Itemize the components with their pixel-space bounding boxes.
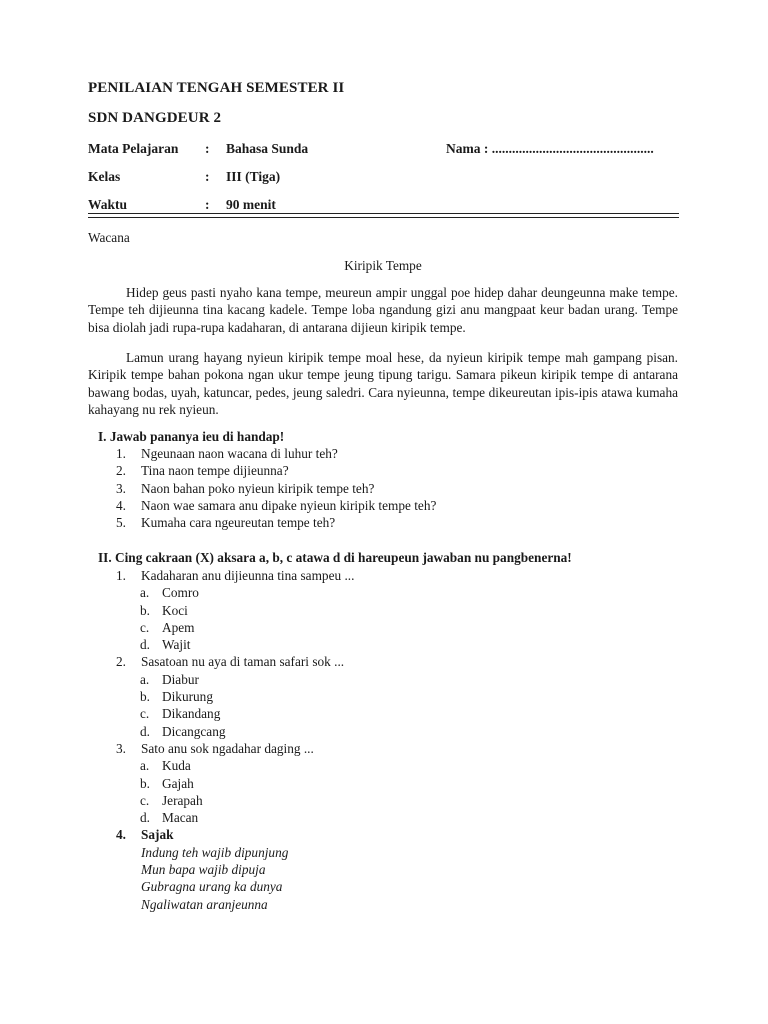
option-letter: c.: [140, 706, 150, 722]
essay-questions: [116, 445, 436, 531]
question-text: Naon wae samara anu dipake nyieun kiripik tempe teh?: [141, 497, 437, 513]
reading-paragraph: Hidep geus pasti nyaho kana tempe, meureun ampir unggal poe hidep dahar deungeunna make tempe. Tempe teh dijieunna tina kacang kadele. Tempe loba ngandung gizi anu mangpaat keur badan urang. Tempe bisa diolah jadi rupa-rupa kadaharan, di antarana dijieun kiripik tempe.: [88, 285, 678, 335]
meta-value: 90 menit: [226, 197, 276, 212]
option-letter: a.: [140, 758, 150, 774]
section-heading: I. Jawab pananya ieu di handap!: [98, 429, 285, 444]
option-text: Koci: [162, 602, 188, 618]
answer-option: [116, 636, 354, 653]
answer-option: [116, 723, 354, 740]
option-text: Jerapah: [162, 792, 203, 808]
answer-option: [116, 775, 354, 792]
meta-colon: :: [205, 141, 210, 156]
list-item: [116, 514, 436, 531]
question-stem: [116, 740, 354, 757]
option-text: Kuda: [162, 758, 191, 774]
option-letter: d.: [140, 637, 150, 653]
question-number: 1.: [116, 568, 126, 583]
list-item: [116, 445, 436, 462]
multiple-choice-list: [116, 567, 354, 913]
option-letter: c.: [140, 792, 150, 808]
option-letter: d.: [140, 723, 150, 739]
question-stem: [116, 826, 354, 843]
question-stem: [116, 567, 354, 584]
option-letter: c.: [140, 619, 150, 635]
poem-line: Mun bapa wajib dipuja: [141, 862, 266, 878]
poem-line: Gubragna urang ka dunya: [141, 879, 283, 895]
header-divider: [88, 213, 679, 214]
answer-option: [116, 671, 354, 688]
poem-line: Indung teh wajib dipunjung: [141, 844, 289, 860]
question-text: Kumaha cara ngeureutan tempe teh?: [141, 515, 336, 531]
question-number: 3.: [116, 480, 126, 496]
answer-option: [116, 619, 354, 636]
answer-option: [116, 809, 354, 826]
poem-line: Ngaliwatan aranjeunna: [141, 896, 268, 912]
meta-value: Bahasa Sunda: [226, 141, 309, 156]
option-letter: b.: [140, 689, 150, 705]
question-text: Kadaharan anu dijieunna tina sampeu ...: [141, 568, 355, 583]
meta-label: Kelas: [88, 169, 121, 184]
option-text: Comro: [162, 585, 199, 601]
answer-option: [116, 584, 354, 601]
list-item: [116, 480, 436, 497]
answer-option: [116, 705, 354, 722]
option-text: Wajit: [162, 637, 191, 653]
list-item: [116, 497, 436, 514]
header-divider: [88, 217, 679, 218]
reading-label: Wacana: [88, 230, 130, 245]
question-text: Sasatoan nu aya di taman safari sok ...: [141, 654, 345, 670]
question-text: Naon bahan poko nyieun kiripik tempe teh?: [141, 480, 375, 496]
option-text: Macan: [162, 810, 199, 826]
question-number: 2.: [116, 463, 126, 479]
reading-title: Kiripik Tempe: [344, 258, 422, 273]
question-number: 4.: [116, 497, 126, 513]
reading-paragraph: Lamun urang hayang nyieun kiripik tempe moal hese, da nyieun kiripik tempe mah gampang pisan. Kiripik tempe bahan pokona ngan ukur tempe jeung tipung tarigu. Samara pikeun kiripik tempe di antarana bawang bodas, uyah, katuncar, pedes, jeung saledri. Cara nyieunna, tempe dikeureutan ipis-ipis atawa kumaha kahayang nu rek nyieun.: [88, 350, 678, 417]
option-letter: b.: [140, 775, 150, 791]
option-text: Apem: [162, 619, 195, 635]
question-number: 5.: [116, 515, 126, 531]
answer-option: [116, 688, 354, 705]
option-letter: a.: [140, 585, 150, 601]
meta-value: III (Tiga): [226, 169, 281, 184]
question-number: 1.: [116, 446, 126, 461]
option-text: Dikandang: [162, 706, 221, 722]
option-text: Diabur: [162, 671, 199, 687]
question-number: 3.: [116, 740, 126, 756]
name-field: Nama : ................................................: [446, 141, 654, 156]
meta-label: Waktu: [88, 197, 128, 212]
answer-option: [116, 792, 354, 809]
option-letter: d.: [140, 810, 150, 826]
option-text: Dicangcang: [162, 723, 226, 739]
question-text: Sato anu sok ngadahar daging ...: [141, 740, 314, 756]
answer-option: [116, 757, 354, 774]
meta-label: Mata Pelajaran: [88, 141, 179, 156]
option-text: Dikurung: [162, 689, 213, 705]
exam-title: PENILAIAN TENGAH SEMESTER II: [88, 80, 345, 96]
meta-colon: :: [205, 197, 210, 212]
question-number: 2.: [116, 654, 126, 670]
option-text: Gajah: [162, 775, 194, 791]
question-text: Tina naon tempe dijieunna?: [141, 463, 289, 479]
school-name: SDN DANGDEUR 2: [88, 110, 222, 126]
option-letter: b.: [140, 602, 150, 618]
question-number: 4.: [116, 827, 126, 843]
question-stem: [116, 653, 354, 670]
option-letter: a.: [140, 671, 150, 687]
list-item: [116, 462, 436, 479]
section-heading: II. Cing cakraan (X) aksara a, b, c atawa d di hareupeun jawaban nu pangbenerna!: [98, 550, 572, 565]
meta-colon: :: [205, 169, 210, 184]
question-text: Ngeunaan naon wacana di luhur teh?: [141, 446, 338, 461]
answer-option: [116, 602, 354, 619]
question-text: Sajak: [141, 827, 174, 843]
